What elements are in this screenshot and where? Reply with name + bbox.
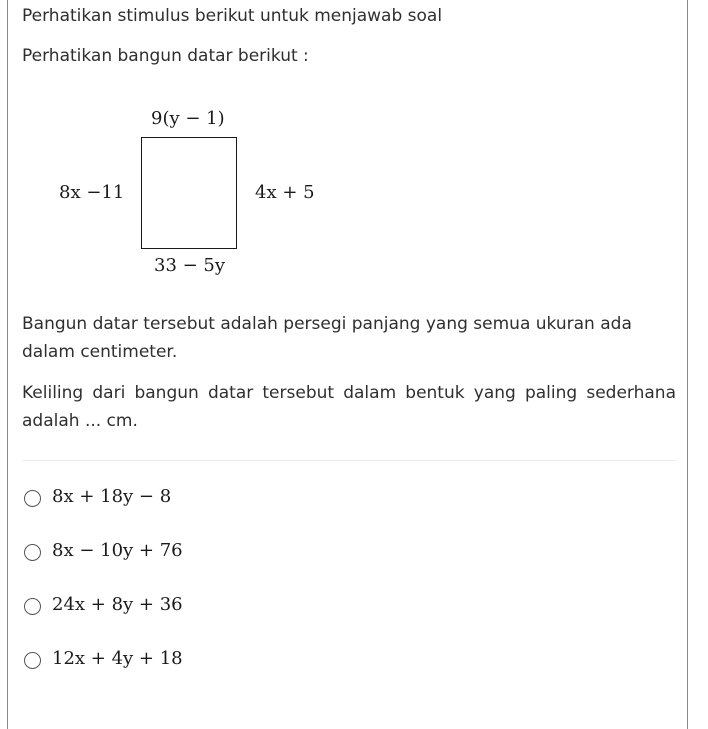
radio-button[interactable] (24, 490, 41, 507)
top-side-label: 9(y − 1) (151, 108, 225, 129)
answer-option[interactable] (22, 646, 322, 676)
answer-option[interactable] (22, 538, 322, 568)
rectangle-shape (141, 137, 237, 249)
question-text: Keliling dari bangun datar tersebut dalam bentuk yang paling sederhana adalah ... cm. (22, 383, 676, 431)
option-label: 24x + 8y + 36 (52, 594, 183, 615)
stimulus-title: Perhatikan stimulus berikut untuk menjawab soal (22, 6, 443, 26)
divider (22, 460, 676, 461)
radio-button[interactable] (24, 652, 41, 669)
description-text: Bangun datar tersebut adalah persegi panjang yang semua ukuran ada dalam centimeter. (22, 314, 632, 362)
answer-option[interactable] (22, 484, 322, 514)
option-label: 12x + 4y + 18 (52, 648, 183, 669)
question-card (7, 0, 688, 729)
bottom-side-label: 33 − 5y (154, 255, 226, 276)
radio-button[interactable] (24, 598, 41, 615)
option-label: 8x − 10y + 76 (52, 540, 183, 561)
option-label: 8x + 18y − 8 (52, 486, 172, 507)
right-side-label: 4x + 5 (255, 182, 315, 203)
radio-button[interactable] (24, 544, 41, 561)
answer-option[interactable] (22, 592, 322, 622)
intro-text: Perhatikan bangun datar berikut : (22, 46, 309, 66)
left-side-label: 8x −11 (59, 182, 125, 203)
